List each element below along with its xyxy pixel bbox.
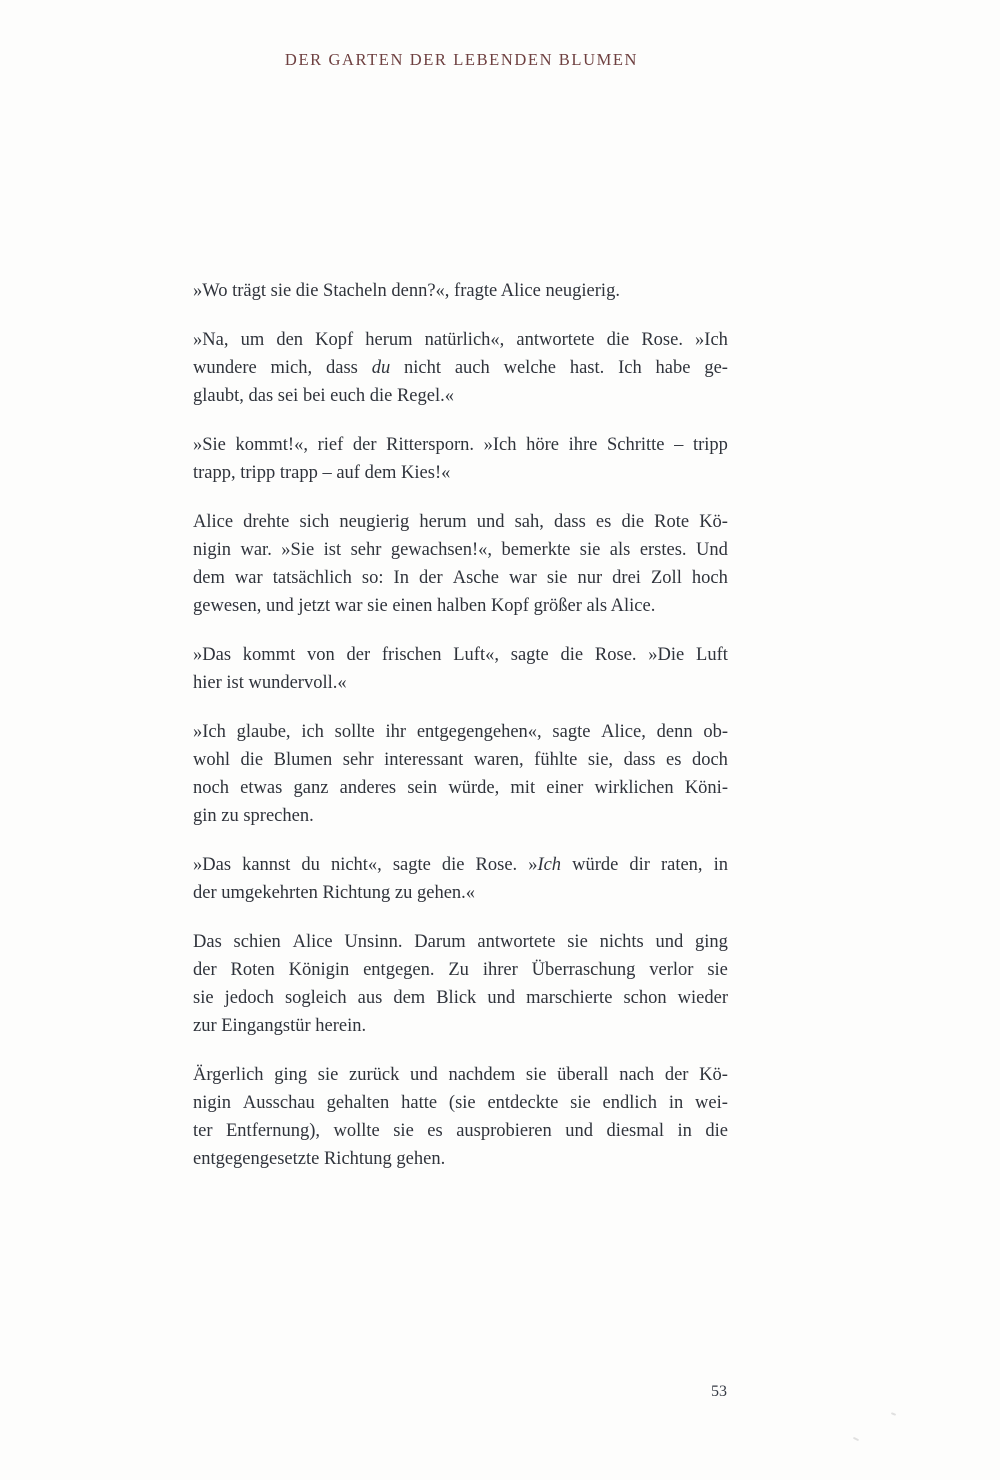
text-line: wundere mich, dass du nicht auch welche hast. Ich habe ge-	[193, 358, 728, 378]
text-line: »Wo trägt sie die Stacheln denn?«, fragte Alice neugierig.	[193, 281, 620, 301]
text-line: »Na, um den Kopf herum natürlich«, antwortete die Rose. »Ich	[193, 330, 728, 350]
text-line: wohl die Blumen sehr interessant waren, fühlte sie, dass es doch	[193, 750, 728, 770]
paragraph	[193, 277, 728, 305]
text-line: glaubt, das sei bei euch die Regel.«	[193, 386, 454, 406]
text-line: Das schien Alice Unsinn. Darum antwortete sie nichts und ging	[193, 932, 728, 952]
text-line: trapp, tripp trapp – auf dem Kies!«	[193, 463, 451, 483]
text-line: sie jedoch sogleich aus dem Blick und marschierte schon wieder	[193, 988, 728, 1008]
paragraph	[193, 928, 728, 1040]
text-line: Alice drehte sich neugierig herum und sah, dass es die Rote Kö-	[193, 512, 728, 532]
text-line: gewesen, und jetzt war sie einen halben Kopf größer als Alice.	[193, 596, 656, 616]
running-header: DER GARTEN DER LEBENDEN BLUMEN	[284, 50, 639, 69]
text-line: »Sie kommt!«, rief der Rittersporn. »Ich höre ihre Schritte – tripp	[193, 435, 728, 455]
page-number: 53	[711, 1383, 727, 1400]
text-line: entgegengesetzte Richtung gehen.	[193, 1149, 446, 1169]
text-line: »Das kannst du nicht«, sagte die Rose. »Ich würde dir raten, in	[193, 855, 728, 875]
text-block	[193, 277, 728, 1194]
text-line: »Das kommt von der frischen Luft«, sagte die Rose. »Die Luft	[193, 645, 728, 665]
text-line: der Roten Königin entgegen. Zu ihrer Überraschung verlor sie	[193, 960, 728, 980]
paragraph	[193, 851, 728, 907]
scan-speck	[891, 1412, 896, 1416]
text-line: Ärgerlich ging sie zurück und nachdem sie überall nach der Kö-	[193, 1065, 728, 1085]
text-line: »Ich glaube, ich sollte ihr entgegengehen«, sagte Alice, denn ob-	[193, 722, 728, 742]
paragraph	[193, 431, 728, 487]
text-line: hier ist wundervoll.«	[193, 673, 347, 693]
paragraph	[193, 641, 728, 697]
paragraph	[193, 718, 728, 830]
text-line: zur Eingangstür herein.	[193, 1016, 367, 1036]
text-line: nigin war. »Sie ist sehr gewachsen!«, bemerkte sie als erstes. Und	[193, 540, 728, 560]
text-line: ter Entfernung), wollte sie es ausprobieren und diesmal in die	[193, 1121, 728, 1141]
text-line: der umgekehrten Richtung zu gehen.«	[193, 883, 476, 903]
text-line: gin zu sprechen.	[193, 806, 314, 826]
scan-speck	[853, 1437, 859, 1441]
paragraph	[193, 508, 728, 620]
paragraph	[193, 1061, 728, 1173]
paragraph	[193, 326, 728, 410]
text-line: noch etwas ganz anderes sein würde, mit einer wirklichen Köni-	[193, 778, 728, 798]
text-line: nigin Ausschau gehalten hatte (sie entdeckte sie endlich in wei-	[193, 1093, 728, 1113]
text-line: dem war tatsächlich so: In der Asche war sie nur drei Zoll hoch	[193, 568, 728, 588]
